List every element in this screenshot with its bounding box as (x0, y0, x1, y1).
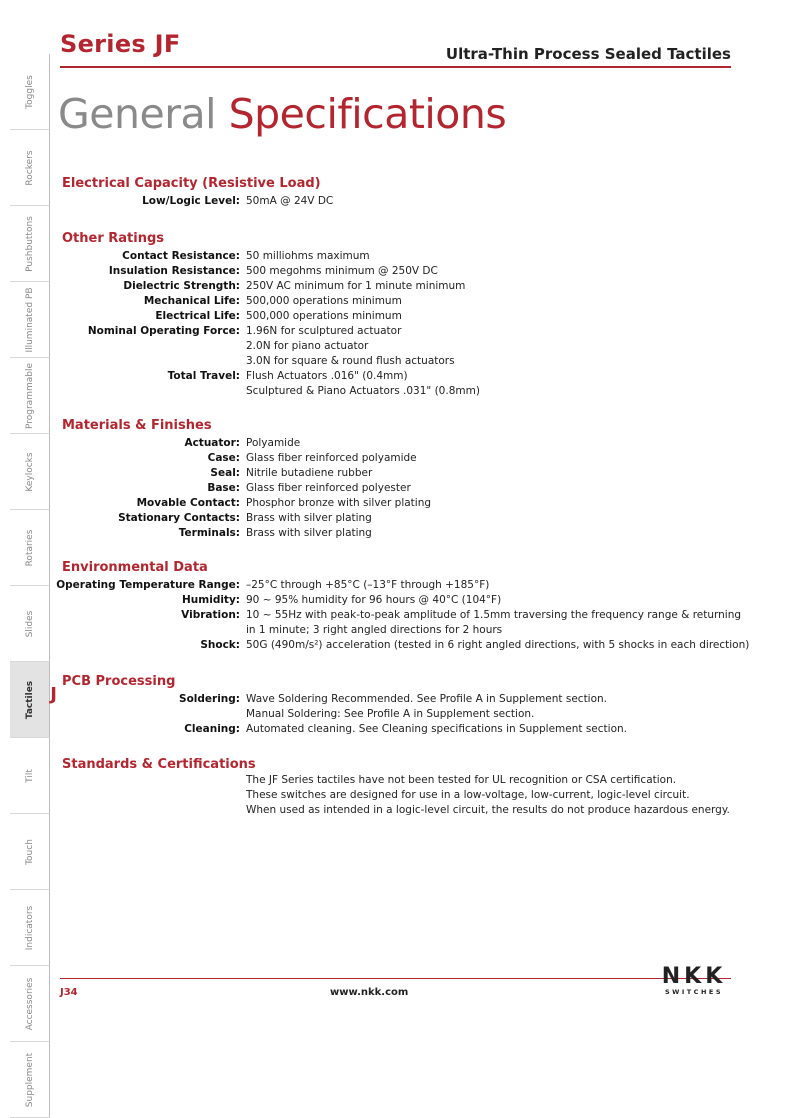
spec-value: Manual Soldering: See Profile A in Supplement section. (246, 708, 535, 720)
side-tab-label: Programmable (25, 362, 35, 430)
nkk-logo (657, 966, 731, 1000)
series-title: Series JF (60, 30, 181, 58)
spec-row (60, 309, 750, 324)
spec-value: Glass fiber reinforced polyester (246, 482, 411, 494)
spec-value: Automated cleaning. See Cleaning specifications in Supplement section. (246, 723, 627, 735)
spec-value: Flush Actuators .016" (0.4mm) (246, 370, 408, 382)
spec-label: Mechanical Life: (143, 295, 240, 307)
spec-row (60, 593, 750, 608)
header-divider (60, 66, 731, 68)
spec-value: 50G (490m/s²) acceleration (tested in 6 right angled directions, with 5 shocks in each direction) (246, 639, 750, 651)
logo-subtext: SWITCHES (664, 988, 724, 996)
spec-value: 500 megohms minimum @ 250V DC (246, 265, 438, 277)
website-link[interactable]: www.nkk.com (330, 987, 409, 998)
section-heading-other-ratings: Other Ratings (62, 231, 165, 246)
spec-label: Base: (207, 482, 240, 494)
page-number: J34 (60, 987, 78, 998)
spec-row (60, 324, 750, 339)
spec-value: Brass with silver plating (246, 527, 372, 539)
spec-value: The JF Series tactiles have not been tested for UL recognition or CSA certification. (246, 774, 677, 786)
spec-row (60, 249, 750, 264)
spec-row (60, 638, 750, 653)
spec-label: Actuator: (184, 437, 240, 449)
spec-label: Humidity: (182, 594, 240, 606)
side-tab-touch[interactable] (10, 814, 50, 890)
side-tab-tilt[interactable] (10, 738, 50, 814)
side-tab-indicators[interactable] (10, 890, 50, 966)
side-tab-label: Toggles (25, 75, 35, 109)
spec-row (60, 773, 750, 788)
side-tab-accessories[interactable] (10, 966, 50, 1042)
side-tab-label: Touch (25, 839, 35, 865)
spec-row (60, 369, 750, 384)
side-tab-label: Accessories (25, 977, 35, 1031)
spec-row (60, 451, 750, 466)
spec-value: 50 milliohms maximum (246, 250, 370, 262)
spec-label: Terminals: (178, 527, 240, 539)
section-heading-environmental: Environmental Data (62, 560, 208, 575)
spec-row (60, 354, 750, 369)
side-tab-label: Slides (25, 610, 35, 638)
spec-value: 2.0N for piano actuator (246, 340, 369, 352)
spec-row (60, 194, 750, 209)
spec-row (60, 707, 750, 722)
spec-row (60, 692, 750, 707)
spec-row (60, 803, 750, 818)
spec-label: Electrical Life: (155, 310, 240, 322)
spec-value: Polyamide (246, 437, 301, 449)
spec-label: Case: (207, 452, 240, 464)
spec-row (60, 623, 750, 638)
spec-row (60, 279, 750, 294)
spec-value: Sculptured & Piano Actuators .031" (0.8mm) (246, 385, 480, 397)
spec-label: Operating Temperature Range: (56, 579, 240, 591)
spec-value: Phosphor bronze with silver plating (246, 497, 432, 509)
spec-label: Insulation Resistance: (108, 265, 240, 277)
spec-value: These switches are designed for use in a low-voltage, low-current, logic-level circuit. (246, 789, 690, 801)
spec-value: 500,000 operations minimum (246, 310, 402, 322)
spec-row (60, 608, 750, 623)
spec-label: Contact Resistance: (122, 250, 240, 262)
spec-value: When used as intended in a logic-level circuit, the results do not produce hazardous energy. (246, 804, 730, 816)
spec-value: 1.96N for sculptured actuator (246, 325, 402, 337)
spec-label: Nominal Operating Force: (87, 325, 240, 337)
side-tab-label: Tilt (25, 769, 35, 783)
spec-row (60, 294, 750, 309)
spec-value: 500,000 operations minimum (246, 295, 402, 307)
spec-row (60, 496, 750, 511)
side-tab-label: Rockers (25, 150, 35, 186)
spec-value: 250V AC minimum for 1 minute minimum (246, 280, 466, 292)
section-heading-electrical: Electrical Capacity (Resistive Load) (62, 176, 321, 191)
spec-row (60, 481, 750, 496)
spec-value: –25°C through +85°C (–13°F through +185°F) (246, 579, 490, 591)
spec-label: Movable Contact: (136, 497, 240, 509)
spec-label: Stationary Contacts: (118, 512, 240, 524)
spec-label: Soldering: (179, 693, 240, 705)
spec-label: Shock: (200, 639, 240, 651)
section-heading-standards: Standards & Certifications (62, 757, 256, 772)
side-tab-label: Illuminated PB (25, 287, 35, 353)
spec-row (60, 466, 750, 481)
spec-row (56, 578, 750, 593)
page-title (58, 90, 506, 138)
spec-value: 50mA @ 24V DC (246, 195, 334, 207)
spec-value: 3.0N for square & round flush actuators (246, 355, 455, 367)
spec-value: Brass with silver plating (246, 512, 372, 524)
spec-row (60, 788, 750, 803)
spec-row (60, 526, 750, 541)
side-tab-label: Rotaries (25, 529, 35, 567)
spec-value: in 1 minute; 3 right angled directions for 2 hours (246, 624, 503, 636)
spec-label: Total Travel: (167, 370, 240, 382)
page-title-part2: Specifications (228, 90, 507, 138)
spec-value: Glass fiber reinforced polyamide (246, 452, 417, 464)
spec-row (60, 384, 750, 399)
spec-row (60, 339, 750, 354)
spec-row (60, 264, 750, 279)
spec-row (60, 436, 750, 451)
side-tab-label: Keylocks (25, 452, 35, 492)
side-tab-label: Indicators (25, 905, 35, 951)
side-tab-label: Supplement (25, 1052, 35, 1108)
spec-value: Wave Soldering Recommended. See Profile A in Supplement section. (246, 693, 608, 705)
spec-label: Dielectric Strength: (123, 280, 240, 292)
page-title-part1: General (58, 90, 217, 138)
side-tab-toggles[interactable] (10, 54, 50, 130)
page-subtitle: Ultra-Thin Process Sealed Tactiles (445, 45, 731, 63)
spec-label: Low/Logic Level: (142, 195, 240, 207)
logo-mark: NKK (661, 964, 727, 989)
side-tab-label: Pushbuttons (25, 216, 35, 272)
section-heading-materials: Materials & Finishes (62, 418, 212, 433)
side-tab-label: Tactiles (25, 680, 35, 720)
side-tab-supplement[interactable] (10, 1042, 50, 1118)
footer-divider (60, 978, 731, 979)
spec-label: Seal: (210, 467, 240, 479)
spec-row (60, 722, 750, 737)
spec-label: Vibration: (181, 609, 240, 621)
spec-value: 90 ~ 95% humidity for 96 hours @ 40°C (104°F) (246, 594, 502, 606)
section-heading-pcb: PCB Processing (62, 674, 176, 689)
spec-row (60, 511, 750, 526)
section-letter: J (50, 684, 57, 705)
spec-value: 10 ~ 55Hz with peak-to-peak amplitude of 1.5mm traversing the frequency range & returning (246, 609, 742, 621)
spec-value: Nitrile butadiene rubber (246, 467, 373, 479)
spec-label: Cleaning: (184, 723, 240, 735)
